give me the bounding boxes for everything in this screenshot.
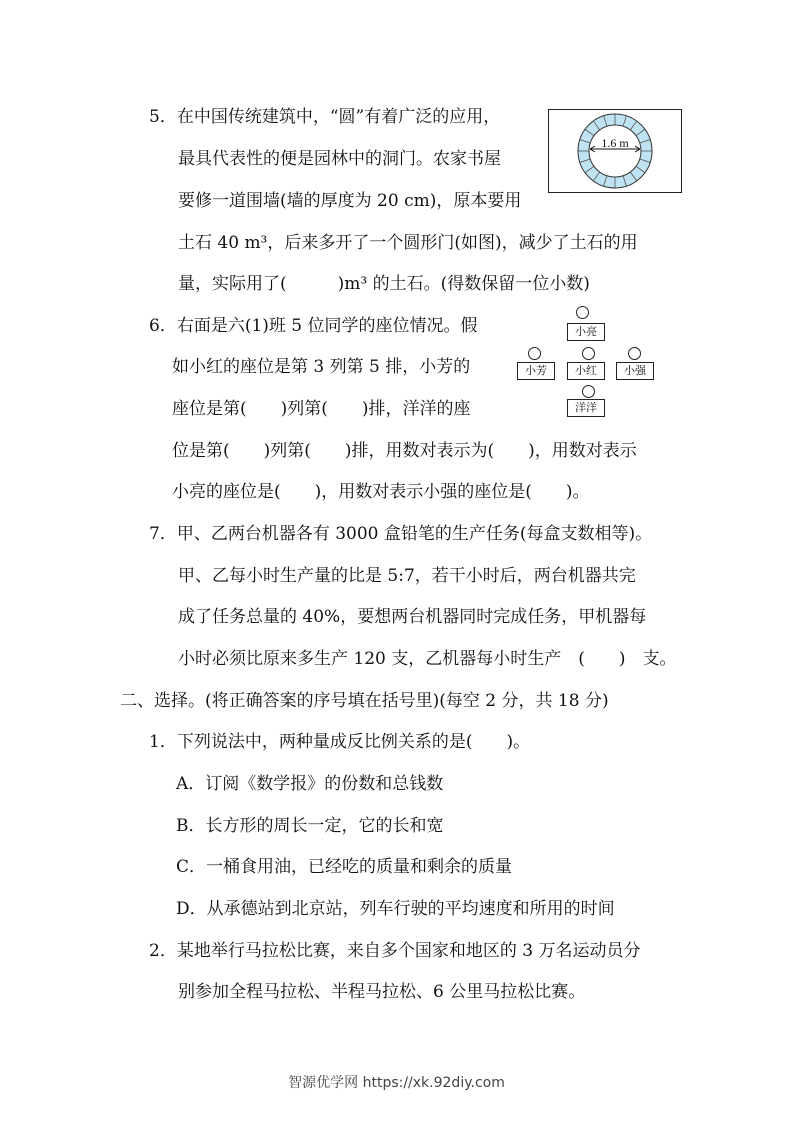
q5-line-3: 要修一道围墙(墙的厚度为 20 cm)，原本要用 (178, 191, 522, 211)
q6-line-2: 如小红的座位是第 3 列第 5 排，小芳的 (172, 357, 471, 377)
diameter-label: 1.6 m (601, 136, 629, 150)
section-2-heading: 二、选择。(将正确答案的序号填在括号里)(每空 2 分，共 18 分) (120, 691, 609, 711)
seat-xiaoqiang: 小强 (616, 362, 654, 380)
head-icon-xiaofang (528, 347, 541, 360)
choice-q2-line-1: 2．某地举行马拉松比赛，来自多个国家和地区的 3 万名运动员分 (149, 941, 641, 961)
seat-xiaohong: 小红 (567, 362, 605, 380)
seat-xiaofang: 小芳 (517, 362, 555, 380)
seat-xiaoliang: 小亮 (567, 323, 605, 341)
q6-line-5: 小亮的座位是( )，用数对表示小强的座位是( )。 (172, 482, 590, 502)
choice-q1-option-b: B．长方形的周长一定，它的长和宽 (176, 816, 444, 836)
q5-line-2: 最具代表性的便是园林中的洞门。农家书屋 (178, 149, 501, 169)
choice-q1-option-d: D．从承德站到北京站，列车行驶的平均速度和所用的时间 (176, 899, 615, 919)
q6-line-1: 6．右面是六(1)班 5 位同学的座位情况。假 (149, 316, 478, 336)
q7-line-1: 7．甲、乙两台机器各有 3000 盒铅笔的生产任务(每盒支数相等)。 (149, 524, 653, 544)
choice-q1-option-a: A．订阅《数学报》的份数和总钱数 (176, 774, 444, 794)
q5-line-4: 土石 40 m³，后来多开了一个圆形门(如图)，减少了土石的用 (178, 233, 638, 253)
seating-figure (512, 306, 672, 418)
seat-yangyang: 洋洋 (567, 399, 605, 417)
head-icon-xiaoliang (576, 306, 589, 319)
head-icon-xiaohong (582, 347, 595, 360)
round-door-figure (548, 109, 682, 193)
q5-line-1: 5．在中国传统建筑中，“圆”有着广泛的应用， (149, 107, 501, 127)
q7-line-2: 甲、乙每小时生产量的比是 5:7，若干小时后，两台机器共完 (178, 566, 636, 586)
head-icon-yangyang (582, 385, 595, 398)
choice-q1-option-c: C．一桶食用油，已经吃的质量和剩余的质量 (176, 857, 513, 877)
q6-line-4: 位是第( )列第( )排，用数对表示为( )，用数对表示 (172, 441, 637, 461)
q6-line-3: 座位是第( )列第( )排，洋洋的座 (172, 399, 471, 419)
choice-q2-line-2: 别参加全程马拉松、半程马拉松、6 公里马拉松比赛。 (178, 982, 586, 1002)
q7-line-3: 成了任务总量的 40%，要想两台机器同时完成任务，甲机器每 (178, 607, 647, 627)
head-icon-xiaoqiang (628, 347, 641, 360)
footer-watermark: 智源优学网 https://xk.92diy.com (288, 1075, 505, 1091)
q5-line-5: 量，实际用了( )m³ 的土石。(得数保留一位小数) (178, 274, 590, 294)
q7-line-4: 小时必须比原来多生产 120 支，乙机器每小时生产 ( ) 支。 (178, 649, 677, 669)
choice-q1-stem: 1．下列说法中，两种量成反比例关系的是( )。 (149, 732, 531, 752)
